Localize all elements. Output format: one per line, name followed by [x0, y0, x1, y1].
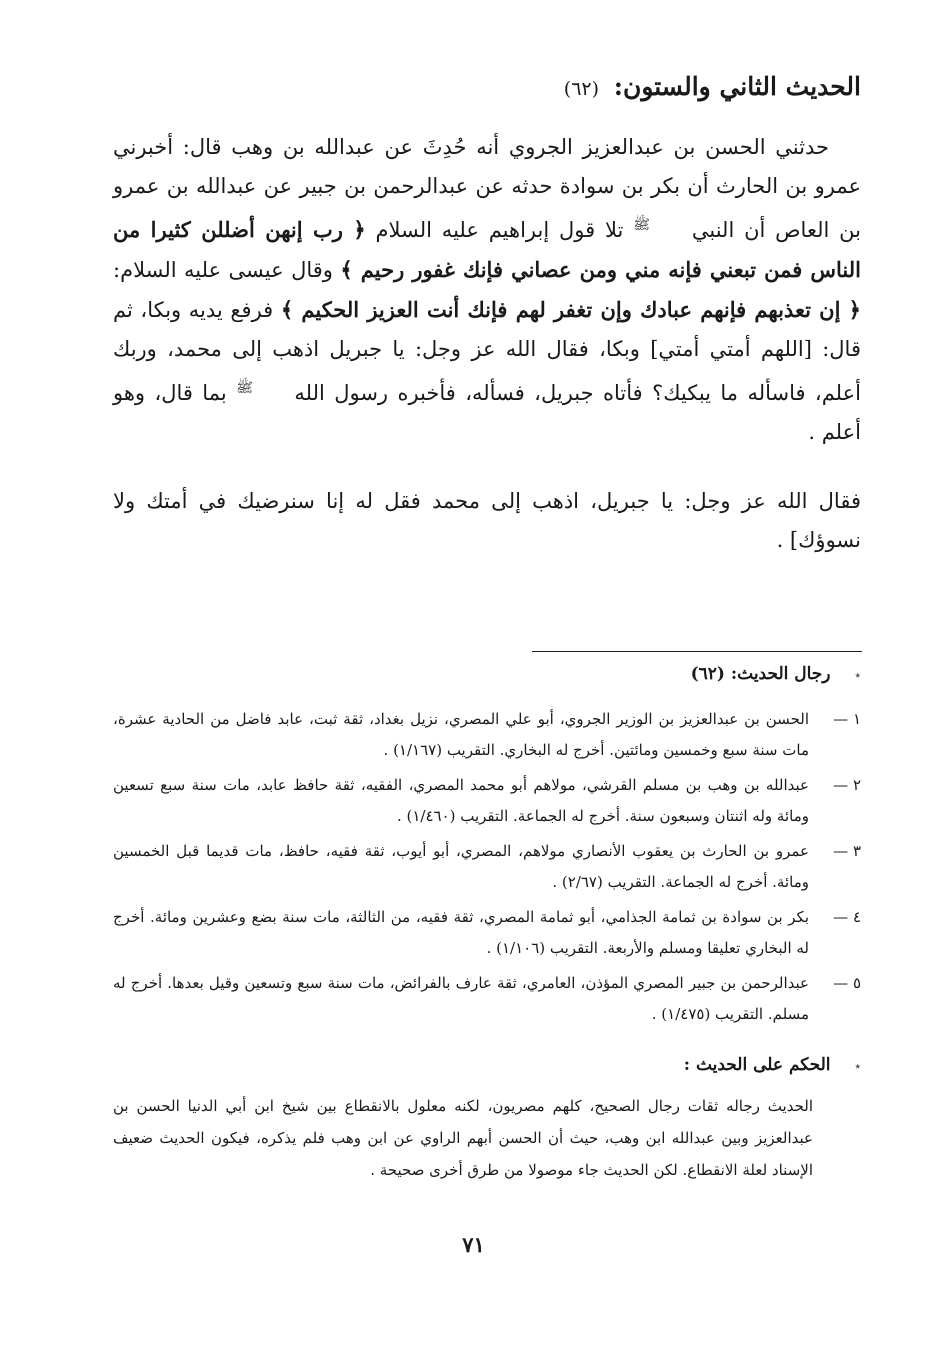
narrators-title-text: رجال الحديث: (٦٢): [690, 664, 831, 684]
ruling-title: [113, 1055, 861, 1075]
hadith-body: فرفع يديه وبكا، ثم قال: [اللهم أمتي أمتي] وبكا، فقال الله عز وجل: يا جبريل اذهب إلى محمد، وربك أعلم، فاسأله ما يبكيك؟ فأتاه جبريل، فسأله، فأخبره رسول الله: [113, 298, 861, 405]
note-number: ١ —: [833, 710, 861, 728]
note-number: ٤ —: [833, 908, 861, 926]
asterisk-icon: ٭: [854, 668, 861, 682]
note-text: عبدالله بن وهب بن مسلم القرشي، مولاهم أبو محمد المصري، الفقيه، ثقة حافظ عابد، مات سنة سبع تسعين ومائة وله اثنتان وسبعون سنة. أخرج له الجماعة. التقريب (١/٤٦٠) .: [113, 776, 809, 825]
hadith-text: [113, 128, 861, 452]
footnote-divider: [532, 651, 862, 652]
note-text: عمرو بن الحارث بن يعقوب الأنصاري مولاهم، المصري، أبو أيوب، ثقة فقيه، حافظ، مات قديما قبل الخمسين ومائة. أخرج له الجماعة. التقريب (٢/٦٧) .: [113, 842, 809, 891]
quran-quote-ibrahim: ﴿ رب إنهن أضللن كثيرا من الناس فمن تبعني فإنه مني ومن عصاني فإنك غفور رحيم ﴾: [113, 217, 861, 282]
narrator-note: [113, 902, 861, 964]
hadith-closing: فقال الله عز وجل: يا جبريل، اذهب إلى محمد فقل له إنا سنرضيك في أمتك ولا نسوؤك] .: [113, 489, 861, 552]
hadith-intro: حدثني الحسن بن عبدالعزيز الجروي أنه حُدِثَ عن عبدالله بن وهب قال: أخبرني عمرو بن الحارث أن بكر بن سوادة حدثه عن عبدالرحمن بن جبير عن عبدالله بن عمرو بن العاص أن النبي: [113, 135, 861, 242]
narrator-note: [113, 968, 861, 1030]
ruling-text: الحديث رجاله ثقات رجال الصحيح، كلهم مصريون، لكنه معلول بالانقطاع بين شيخ ابن أبي الدنيا الحسن بن عبدالعزيز وبين عبدالله ابن وهب، حيث أن الحسن أبهم الراوي عن ابن وهب فلم يذكره، فيكون الحديث ضعيف الإسناد لعلة الانقطاع. لكن الحديث جاء موصولا من طرق أخرى صحيحة .: [113, 1097, 814, 1179]
narrator-note: [113, 704, 861, 766]
note-text: الحسن بن عبدالعزيز بن الوزير الجروي، أبو علي المصري، نزيل بغداد، ثقة ثبت، عابد فاضل من الحادية عشرة، مات سنة سبع وخمسين ومائتين. أخرج له البخاري. التقريب (١/١٦٧) .: [113, 710, 809, 759]
note-text: عبدالرحمن بن جبير المصري المؤذن، العامري، ثقة عارف بالفرائض، مات سنة سبع وتسعين وقيل بعدها. أخرج له مسلم. التقريب (١/٤٧٥) .: [113, 974, 809, 1023]
note-number: ٢ —: [833, 776, 861, 794]
hadith-heading: [81, 72, 861, 101]
narrator-note: [113, 836, 861, 898]
narrators-title: [113, 664, 861, 684]
hadith-isa: وقال عيسى عليه السلام:: [113, 258, 333, 282]
hadith-end: بما قال، وهو أعلم .: [113, 381, 861, 444]
heading-title: الحديث الثاني والستون:: [613, 72, 861, 101]
quran-quote-isa: ﴿ إن تعذبهم فإنهم عبادك وإن تغفر لهم فإنك أنت العزيز الحكيم ﴾: [280, 297, 861, 322]
note-number: ٥ —: [833, 974, 861, 992]
asterisk-icon: ٭: [854, 1059, 861, 1073]
note-number: ٣ —: [833, 842, 861, 860]
page-number: ٧١: [462, 1232, 485, 1257]
narrators-list: [113, 704, 861, 1034]
ruling-title-text: الحكم على الحديث :: [683, 1055, 831, 1075]
heading-number: (٦٢): [563, 78, 600, 100]
salawat-glyph-2: ﷺ: [236, 380, 254, 396]
narrator-note: [113, 770, 861, 832]
salawat-glyph: ﷺ: [633, 217, 651, 233]
hadith-ibrahim: تلا قول إبراهيم عليه السلام: [375, 218, 624, 242]
note-text: بكر بن سوادة بن ثمامة الجذامي، أبو ثمامة المصري، ثقة فقيه، من الثالثة، مات سنة بضع وعشرين ومائة. أخرج له البخاري تعليقا ومسلم والأربعة. التقريب (١/١٠٦) .: [113, 908, 809, 957]
